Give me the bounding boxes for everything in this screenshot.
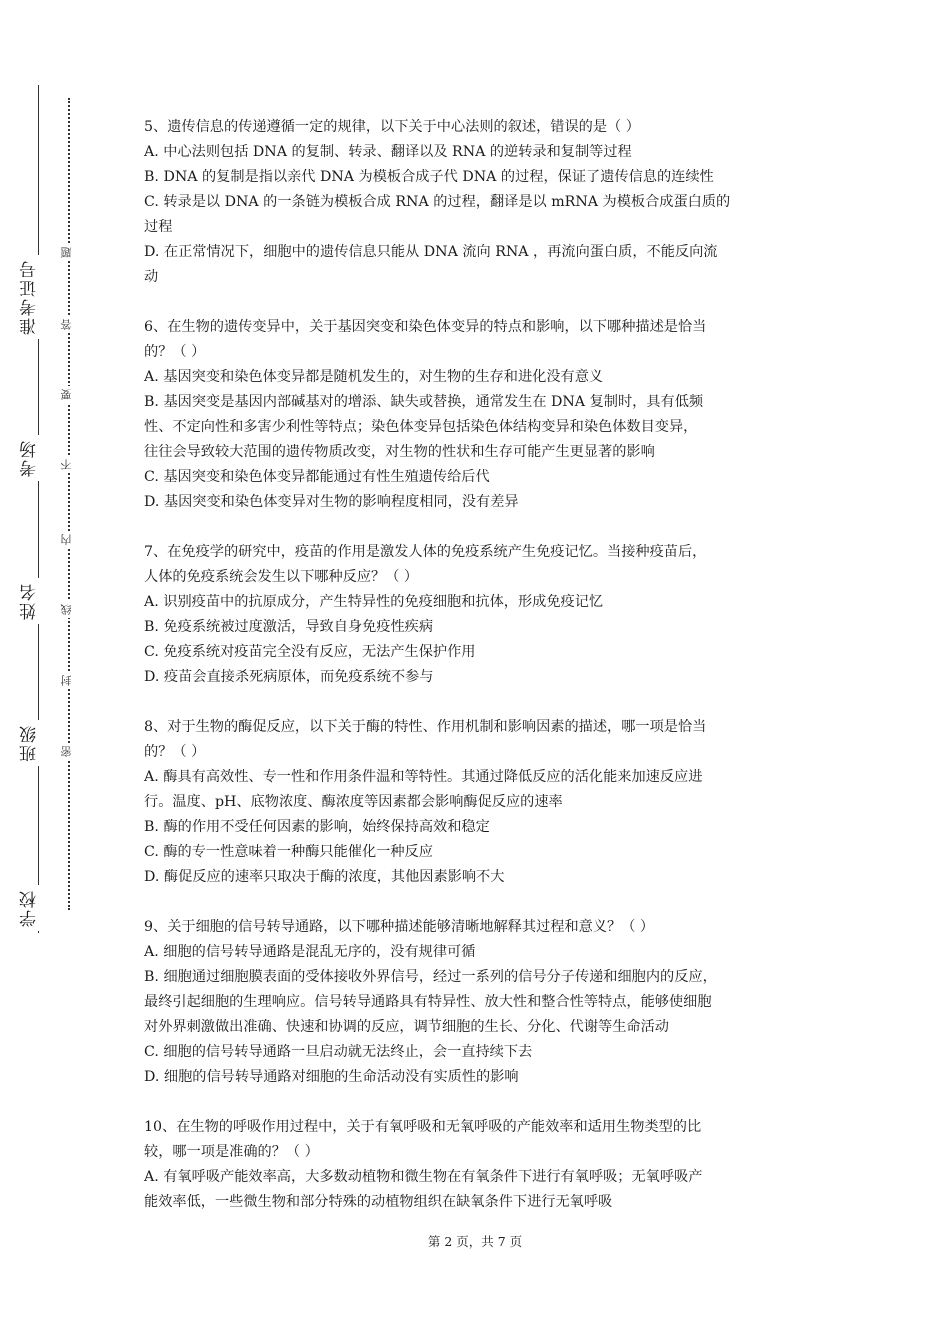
question-6 bbox=[144, 315, 812, 515]
question-7 bbox=[144, 540, 812, 690]
seal-word: 内 bbox=[61, 531, 72, 548]
question-stem: 8、对于生物的酶促反应，以下关于酶的特性、作用机制和影响因素的描述，哪一项是恰当 bbox=[144, 719, 707, 735]
option-d: D. 细胞的信号转导通路对细胞的生命活动没有实质性的影响 bbox=[144, 1069, 519, 1085]
option-b-cont: 性、不定向性和多害少利性等特点；染色体变异包括染色体结构变异和染色体数目变异， bbox=[144, 419, 698, 435]
option-d: D. 基因突变和染色体变异对生物的影响程度相同，没有差异 bbox=[144, 494, 519, 510]
option-b: B. 酶的作用不受任何因素的影响，始终保持高效和稳定 bbox=[144, 819, 490, 835]
option-b-cont: 最终引起细胞的生理响应。信号转导通路具有特异性、放大性和整合性等特点，能够使细胞 bbox=[144, 994, 712, 1010]
seal-word: 要 bbox=[61, 386, 72, 403]
question-5 bbox=[144, 115, 812, 290]
question-stem: 9、关于细胞的信号转导通路，以下哪种描述能够清晰地解释其过程和意义？（ ） bbox=[144, 919, 655, 935]
question-stem-cont: 的？（ ） bbox=[144, 344, 206, 360]
option-b: B. 基因突变是基因内部碱基对的增添、缺失或替换，通常发生在 DNA 复制时，具有低频 bbox=[144, 394, 704, 410]
seal-word: 密 bbox=[61, 743, 72, 760]
question-stem: 6、在生物的遗传变异中，关于基因突变和染色体变异的特点和影响，以下哪种描述是恰当 bbox=[144, 319, 707, 335]
exam-room-label: 考场 bbox=[22, 435, 39, 481]
option-c: C. 基因突变和染色体变异都能通过有性生殖遗传给后代 bbox=[144, 469, 490, 485]
question-stem: 7、在免疫学的研究中，疫苗的作用是激发人体的免疫系统产生免疫记忆。当接种疫苗后， bbox=[144, 544, 707, 560]
option-a: A. 有氧呼吸产能效率高，大多数动植物和微生物在有氧条件下进行有氧呼吸；无氧呼吸产 bbox=[144, 1169, 703, 1185]
option-b-cont: 对外界刺激做出准确、快速和协调的反应，调节细胞的生长、分化、代谢等生命活动 bbox=[144, 1019, 669, 1035]
option-a-cont: 行。温度、pH、底物浓度、酶浓度等因素都会影响酶促反应的速率 bbox=[144, 794, 563, 810]
question-stem-cont: 较，哪一项是准确的？（ ） bbox=[144, 1144, 319, 1160]
question-9 bbox=[144, 915, 812, 1090]
option-c: C. 转录是以 DNA 的一条链为模板合成 RNA 的过程，翻译是以 mRNA 为模板合成蛋白质的 bbox=[144, 194, 731, 210]
question-stem: 10、在生物的呼吸作用过程中，关于有氧呼吸和无氧呼吸的产能效率和适用生物类型的比 bbox=[144, 1119, 702, 1135]
option-a: A. 中心法则包括 DNA 的复制、转录、翻译以及 RNA 的逆转录和复制等过程 bbox=[144, 144, 632, 160]
option-b: B. DNA 的复制是指以亲代 DNA 为模板合成子代 DNA 的过程，保证了遗传信息的连续性 bbox=[144, 169, 714, 185]
option-c-cont: 过程 bbox=[144, 219, 173, 235]
option-c: C. 免疫系统对疫苗完全没有反应，无法产生保护作用 bbox=[144, 644, 476, 660]
option-d: D. 酶促反应的速率只取决于酶的浓度，其他因素影响不大 bbox=[144, 869, 505, 885]
option-a: A. 基因突变和染色体变异都是随机发生的，对生物的生存和进化没有意义 bbox=[144, 369, 604, 385]
binding-margin bbox=[0, 0, 120, 1344]
class-label: 班级 bbox=[22, 720, 39, 766]
option-c: C. 酶的专一性意味着一种酶只能催化一种反应 bbox=[144, 844, 433, 860]
option-d-cont: 动 bbox=[144, 269, 159, 285]
seal-word: 答 bbox=[61, 316, 72, 333]
seal-word: 不 bbox=[61, 456, 72, 473]
option-a: A. 识别疫苗中的抗原成分，产生特异性的免疫细胞和抗体，形成免疫记忆 bbox=[144, 594, 604, 610]
option-a: A. 酶具有高效性、专一性和作用条件温和等特性。其通过降低反应的活化能来加速反应进 bbox=[144, 769, 703, 785]
page-number: 第 2 页，共 7 页 bbox=[427, 1234, 523, 1249]
option-b-cont: 往往会导致较大范围的遗传物质改变，对生物的性状和生存可能产生更显著的影响 bbox=[144, 444, 655, 460]
question-list bbox=[144, 115, 812, 1240]
option-b: B. 细胞通过细胞膜表面的受体接收外界信号，经过一系列的信号分子传递和细胞内的反应， bbox=[144, 969, 717, 985]
option-a-cont: 能效率低，一些微生物和部分特殊的动植物组织在缺氧条件下进行无氧呼吸 bbox=[144, 1194, 613, 1210]
school-label: 学校 bbox=[22, 885, 39, 931]
seal-word: 封 bbox=[61, 672, 72, 689]
option-a: A. 细胞的信号转导通路是混乱无序的，没有规律可循 bbox=[144, 944, 476, 960]
option-d: D. 疫苗会直接杀死病原体，而免疫系统不参与 bbox=[144, 669, 434, 685]
seal-word: 题 bbox=[61, 244, 72, 261]
question-10 bbox=[144, 1115, 812, 1215]
exam-number-label: 准考证号 bbox=[22, 255, 39, 339]
option-b: B. 免疫系统被过度激活，导致自身免疫性疾病 bbox=[144, 619, 434, 635]
question-stem-cont: 人体的免疫系统会发生以下哪种反应？（ ） bbox=[144, 569, 419, 585]
binding-solid-line bbox=[38, 85, 39, 933]
question-stem: 5、遗传信息的传递遵循一定的规律，以下关于中心法则的叙述，错误的是（ ） bbox=[144, 119, 640, 135]
seal-dotted-line bbox=[68, 98, 70, 910]
option-c: C. 细胞的信号转导通路一旦启动就无法终止，会一直持续下去 bbox=[144, 1044, 533, 1060]
seal-word: 线 bbox=[61, 601, 72, 618]
question-8 bbox=[144, 715, 812, 890]
option-d: D. 在正常情况下，细胞中的遗传信息只能从 DNA 流向 RNA ，再流向蛋白质，不能反向流 bbox=[144, 244, 718, 260]
name-label: 姓名 bbox=[22, 578, 39, 624]
question-stem-cont: 的？（ ） bbox=[144, 744, 206, 760]
